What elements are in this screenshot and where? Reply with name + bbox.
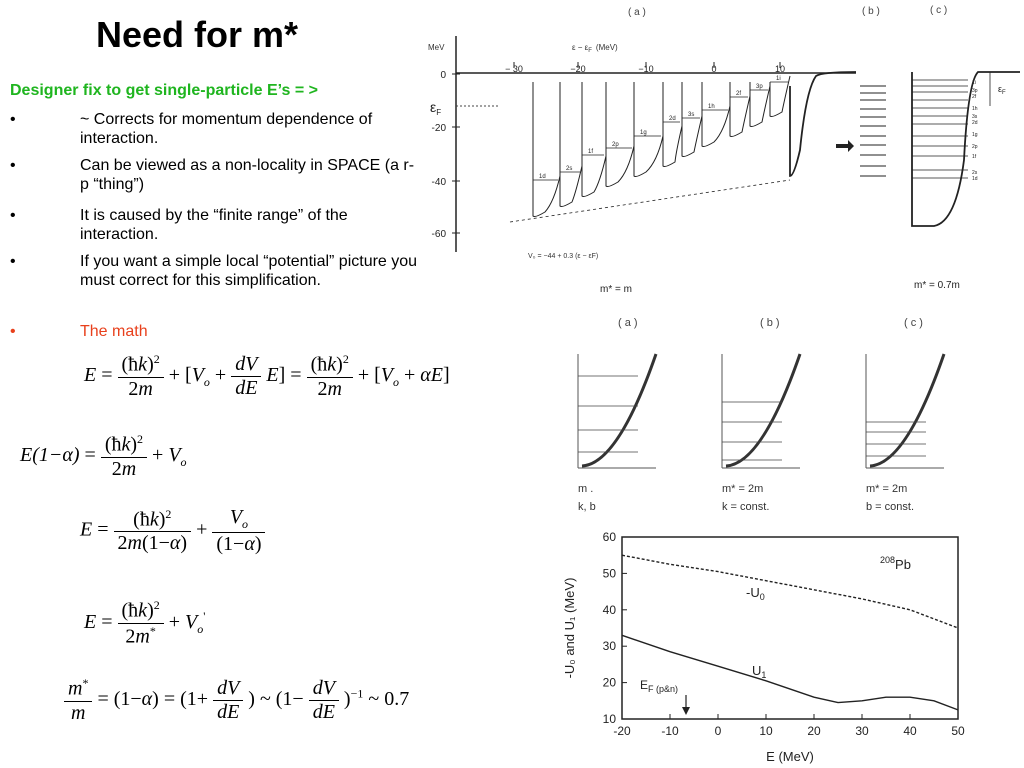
c-level-label: 2p	[972, 144, 978, 150]
mid-caption-b2: k = const.	[722, 501, 770, 513]
panel-b-levels	[860, 86, 886, 176]
mid-curve	[726, 354, 800, 466]
y-unit: MeV	[428, 43, 445, 52]
y-tick-label: -20	[431, 123, 446, 134]
x-tick-label: − 30	[505, 64, 523, 74]
y-tick-label: 0	[440, 70, 446, 81]
y-tick-label: -60	[431, 229, 446, 240]
equation-2: E(1−α) = $\frac{(ħk)^2}{2m}$ + $V_o$	[20, 432, 187, 480]
c-level-label: 1h	[972, 106, 978, 112]
level-label: 2d	[669, 116, 676, 122]
level-label: 3s	[688, 112, 695, 118]
bullet-item	[10, 156, 415, 196]
ef-label: $\varepsilon_F$	[430, 99, 442, 117]
bullet-dot: •	[10, 207, 16, 224]
panel-label-c: ( c )	[930, 5, 948, 16]
c-ef-sub: F	[1002, 90, 1006, 96]
level-label: 2p	[612, 142, 619, 148]
well-curve	[533, 82, 560, 217]
chart-x-tick-label: 20	[807, 724, 821, 738]
effective-mass-wells-figure	[560, 310, 960, 520]
x-axis-label: E (MeV)	[766, 749, 814, 764]
equation-4: E = $\frac{(ħk)^2}{2m^*}$ + $V_o'$	[84, 598, 206, 648]
well-curve	[663, 82, 682, 167]
well-curve	[682, 82, 702, 157]
equation-1: E = $\frac{(ħk)^2}{2m}$ + [$V_o$ + $\frac{dV}{dE}$ E] = $\frac{(ħk)^2}{2m}$ + $[V_o + \alpha E]$	[84, 352, 450, 400]
level-label: 2s	[566, 166, 573, 172]
c-level-label: 3s	[972, 114, 978, 120]
c-level-label: 1f	[972, 154, 977, 160]
c-level-label: 2f	[972, 94, 977, 100]
level-label: 1g	[640, 130, 647, 136]
bullet-text: ~ Corrects for momentum dependence of interaction.	[80, 111, 373, 147]
well-curve	[702, 82, 730, 147]
chart-y-tick-label: 10	[602, 712, 616, 726]
bullet-text: Can be viewed as a non-locality in SPACE (a r-p “thing”)	[80, 157, 415, 193]
level-label: 1h	[708, 104, 715, 110]
nucleus-label: $^{208}$Pb	[880, 555, 911, 572]
chart-x-tick-label: 0	[714, 724, 722, 738]
equation-5: $\frac{m^*}{m}$ = (1−α) = (1+ $\frac{dV}{dE}$ ) ~ (1− $\frac{dV}{dE}$ )$^{-1}$ ~ 0.7	[64, 676, 409, 725]
bullet-dot: •	[10, 157, 16, 174]
bullet-dot: •	[10, 323, 16, 340]
u0-label: $-U_0$	[746, 585, 765, 602]
bullet-dot: •	[10, 111, 16, 128]
ef-arrowhead-icon	[682, 707, 690, 715]
chart-x-tick-label: 40	[903, 724, 917, 738]
level-label: 1f	[588, 149, 594, 155]
caption-c: m* = 0.7m	[914, 280, 960, 291]
caption-a: m* = m	[600, 284, 632, 295]
x-axis-title: $\varepsilon - \varepsilon_F$ (MeV)	[572, 43, 618, 54]
x-ticks	[505, 62, 785, 74]
panel-c-well	[912, 72, 1020, 226]
level-label: 1d	[539, 174, 546, 180]
level-label: 2f	[736, 91, 742, 97]
mid-panels	[578, 354, 944, 468]
mid-caption-c2: b = const.	[866, 501, 915, 513]
c-level-label: 1g	[972, 132, 978, 138]
bullet-item	[10, 110, 410, 150]
chart-x-tick-label: 50	[951, 724, 965, 738]
well-curve	[606, 82, 634, 187]
chart-x-tick-label: 10	[759, 724, 773, 738]
bullet-item	[10, 252, 418, 312]
bullet-dot: •	[10, 253, 16, 270]
c-level-label: 3p	[972, 88, 978, 94]
panel-label-a: ( a )	[628, 7, 646, 18]
x-tick-label: −10	[638, 64, 654, 74]
mid-panel-label-c: ( c )	[904, 317, 923, 329]
mid-panel-label-a: ( a )	[618, 317, 638, 329]
slide-subtitle: Designer fix to get single-particle E’s = >	[10, 82, 318, 99]
level-label: 1i	[776, 76, 781, 82]
mid-caption-b1: m* = 2m	[722, 483, 764, 495]
chart-y-tick-label: 50	[602, 566, 616, 581]
c-level-label: 2s	[972, 170, 978, 176]
level-label: 3p	[756, 84, 763, 90]
potential-label: V₀ = −44 + 0.3 (ε − εF)	[528, 253, 599, 260]
y-tick-label: -40	[431, 177, 446, 188]
bullet-text: The math	[80, 323, 148, 340]
mid-caption-a1: m .	[578, 483, 594, 495]
final-well	[790, 72, 856, 176]
mid-caption-a2: k, b	[578, 501, 596, 513]
chart-x-tick-label: 30	[855, 724, 869, 738]
bullet-item	[10, 206, 410, 246]
bullet-item	[10, 322, 410, 342]
well-curve	[560, 82, 582, 207]
mid-curve	[582, 354, 656, 466]
u1-label: $U_1$	[752, 663, 767, 680]
slide-title: Need for m*	[96, 14, 299, 55]
bullet-text: If you want a simple local “potential” picture you must correct for this simplification.	[80, 253, 418, 289]
u0-u1-chart	[560, 525, 980, 768]
c-level-label: 1d	[972, 176, 978, 182]
chart-y-tick-label: 40	[602, 602, 616, 617]
c-level-label: 1i	[972, 80, 976, 86]
ef-annotation: $E_{F (p\&n)}$	[640, 678, 679, 694]
arrow-icon	[836, 140, 854, 152]
equation-3: E = $\frac{(ħk)^2}{2m(1-\alpha)}$ + $\frac{V_o}{(1-\alpha)}$	[80, 506, 265, 556]
c-ef-label: $\varepsilon_F$	[998, 84, 1006, 96]
x-tick-label: 0	[711, 64, 717, 74]
well-curve	[582, 82, 606, 197]
mid-panel-label-b: ( b )	[760, 317, 780, 329]
bullet-text: It is caused by the “finite range” of the interaction.	[80, 207, 348, 243]
well-curve	[634, 82, 663, 177]
mid-caption-c1: m* = 2m	[866, 483, 908, 495]
x-tick-label: −20	[570, 64, 586, 74]
c-level-label: 2d	[972, 120, 978, 126]
chart-y-tick-label: 20	[602, 675, 616, 690]
potential-wells	[510, 72, 856, 222]
y-axis-label: -U₀ and U₁ (MeV)	[562, 577, 577, 679]
chart-x-tick-label: -20	[613, 724, 631, 738]
single-particle-levels-figure	[420, 0, 1024, 300]
series-line-U1	[622, 635, 958, 710]
chart-y-tick-label: 30	[602, 639, 616, 654]
x-tick-label: 10	[774, 64, 786, 74]
chart-x-tick-label: -10	[661, 724, 679, 738]
mid-curve	[870, 354, 944, 466]
chart-y-tick-label: 60	[602, 530, 616, 544]
panel-label-b: ( b )	[862, 6, 880, 17]
